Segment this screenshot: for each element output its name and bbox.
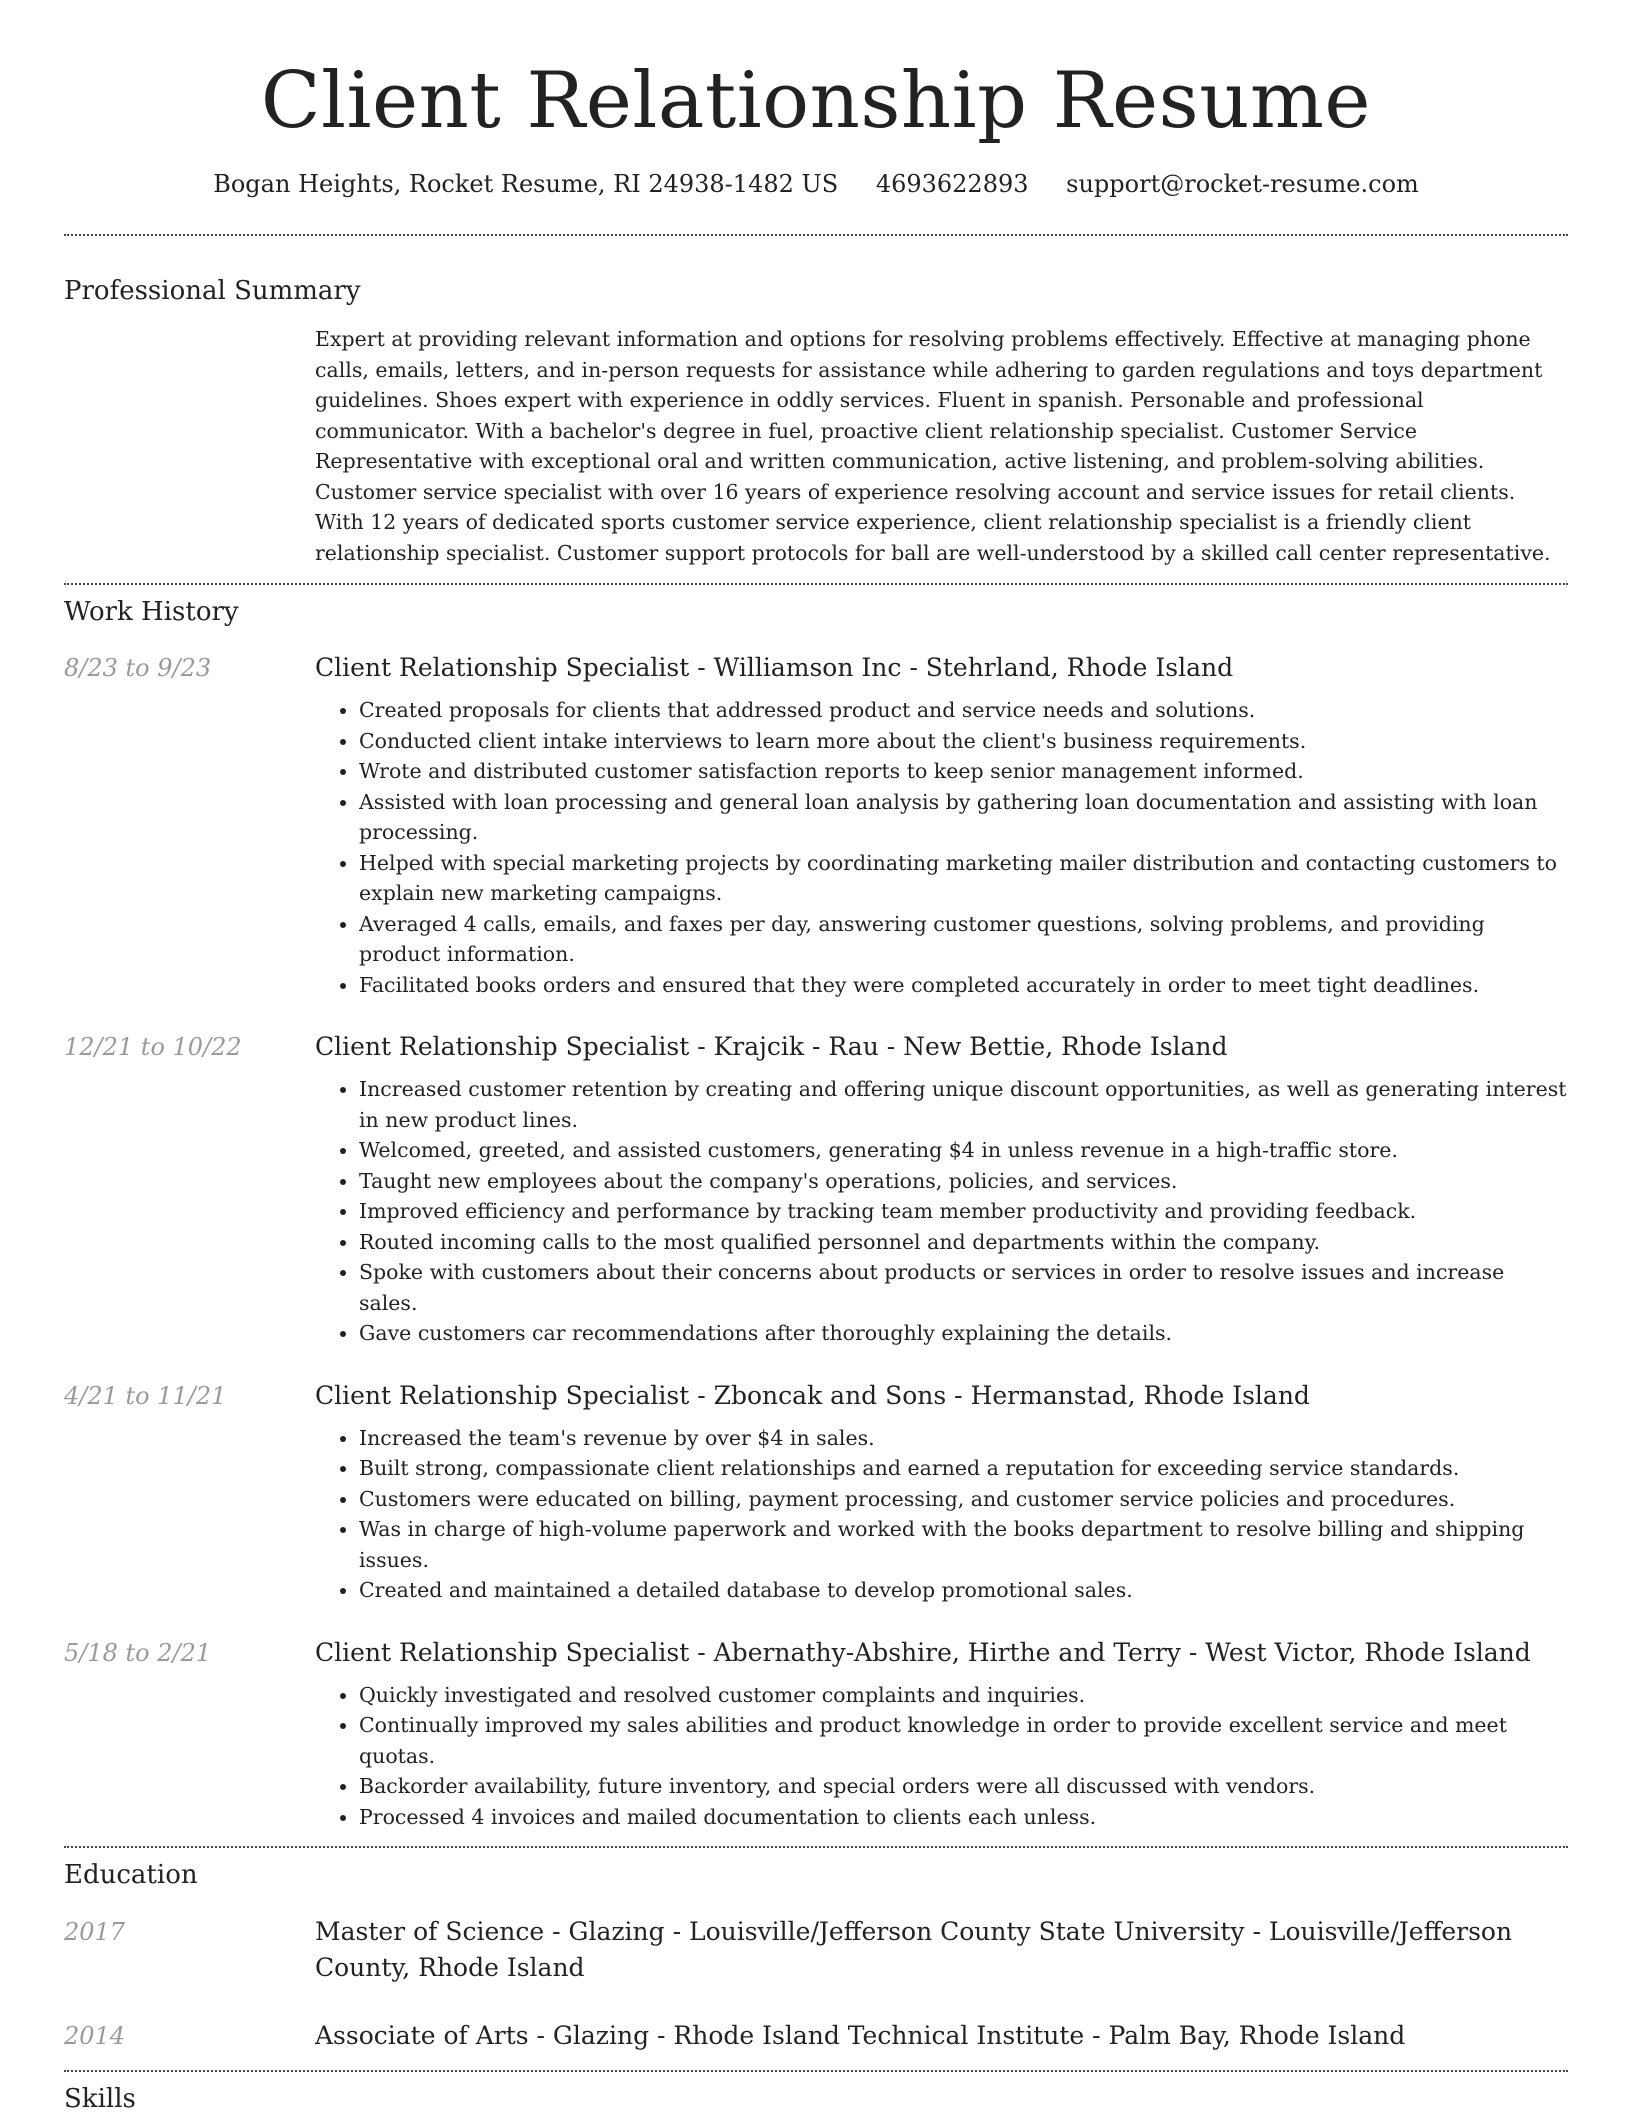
job-bullet: • Customers were educated on billing, payment processing, and customer service policies and procedures. <box>359 1484 1568 1515</box>
job-dates: 4/21 to 11/21 <box>64 1381 227 1410</box>
job-bullet: • Gave customers car recommendations after thoroughly explaining the details. <box>359 1318 1568 1349</box>
resume-name: Client Relationship Resume <box>260 56 1372 146</box>
education-entry <box>64 2018 1568 2054</box>
education-year: 2014 <box>64 2022 126 2050</box>
job-dates: 5/18 to 2/21 <box>64 1638 212 1667</box>
education-entry <box>64 1914 1568 1986</box>
job-dates: 8/23 to 9/23 <box>64 654 212 682</box>
job-bullets <box>315 1680 1568 1833</box>
job-title: Client Relationship Specialist - Williamson Inc - Stehrland, Rhode Island <box>315 653 1234 682</box>
job-bullet: • Conducted client intake interviews to learn more about the client's business requirements. <box>359 726 1568 757</box>
job-bullet: • Processed 4 invoices and mailed documentation to clients each unless. <box>359 1802 1568 1833</box>
contact-address: Bogan Heights, Rocket Resume, RI 24938-1482 US <box>213 170 839 198</box>
job-bullet: • Increased the team's revenue by over $4 in sales. <box>359 1423 1568 1454</box>
resume-page <box>64 0 1568 2114</box>
job-title: Client Relationship Specialist - Zboncak and Sons - Hermanstad, Rhode Island <box>315 1380 1310 1410</box>
job-bullet: • Increased customer retention by creating and offering unique discount opportunities, as well as generating interest in new product lines. <box>359 1074 1568 1135</box>
job-entry <box>64 1379 1568 1606</box>
education-title: Associate of Arts - Glazing - Rhode Island Technical Institute - Palm Bay, Rhode Island <box>315 2021 1406 2050</box>
job-bullet: • Taught new employees about the company's operations, policies, and services. <box>359 1166 1568 1197</box>
section-divider <box>64 1846 1568 1848</box>
job-bullet: • Created proposals for clients that addressed product and service needs and solutions. <box>359 695 1568 726</box>
summary-heading: Professional Summary <box>64 276 361 306</box>
job-bullet: • Spoke with customers about their concerns about products or services in order to resolve issues and increase sales. <box>359 1257 1568 1318</box>
summary-text: Expert at providing relevant information and options for resolving problems effectively. Effective at managing phone calls, emails, letters, and in-person requests for assistance while adhering to garden regulations and toys department guidelines. Shoes expert with experience in oddly services. Fluent in spanish. Personable and professional communicator. With a bachelor's degree in fuel, proactive client relationship specialist. Customer Service Representative with exceptional oral and written communication, active listening, and problem-solving abilities. Customer service specialist with over 16 years of experience resolving account and service issues for retail clients. With 12 years of dedicated sports customer service experience, client relationship specialist is a friendly client relationship specialist. Customer support protocols for ball are well-understood by a skilled call center representative. <box>315 327 1551 565</box>
job-title: Client Relationship Specialist - Abernathy-Abshire, Hirthe and Terry - West Victor, Rhode Island <box>315 1637 1531 1667</box>
job-bullet: • Quickly investigated and resolved customer complaints and inquiries. <box>359 1680 1568 1711</box>
job-bullet: • Facilitated books orders and ensured that they were completed accurately in order to meet tight deadlines. <box>359 970 1568 1001</box>
job-bullet: • Created and maintained a detailed database to develop promotional sales. <box>359 1575 1568 1606</box>
job-bullet: • Was in charge of high-volume paperwork and worked with the books department to resolve billing and shipping issues. <box>359 1514 1568 1575</box>
job-bullet: • Assisted with loan processing and general loan analysis by gathering loan documentation and assisting with loan processing. <box>359 787 1568 848</box>
job-entry <box>64 1030 1568 1349</box>
job-entry <box>64 651 1568 1000</box>
job-bullets <box>315 695 1568 1000</box>
education-title: Master of Science - Glazing - Louisville/Jefferson County State University - Louisville/Jefferson County, Rhode Island <box>315 1917 1513 1982</box>
job-bullet: • Built strong, compassionate client relationships and earned a reputation for exceeding service standards. <box>359 1453 1568 1484</box>
section-divider <box>64 583 1568 585</box>
job-title: Client Relationship Specialist - Krajcik - Rau - New Bettie, Rhode Island <box>315 1032 1228 1061</box>
job-bullet: • Averaged 4 calls, emails, and faxes per day, answering customer questions, solving problems, and providing product information. <box>359 909 1568 970</box>
job-bullet: • Welcomed, greeted, and assisted customers, generating $4 in unless revenue in a high-traffic store. <box>359 1135 1568 1166</box>
job-bullet: • Continually improved my sales abilities and product knowledge in order to provide excellent service and meet quotas. <box>359 1710 1568 1771</box>
job-bullet: • Wrote and distributed customer satisfaction reports to keep senior management informed. <box>359 756 1568 787</box>
contact-email: support@rocket-resume.com <box>1066 170 1419 198</box>
section-divider <box>64 234 1568 236</box>
job-bullet: • Backorder availability, future inventory, and special orders were all discussed with vendors. <box>359 1771 1568 1802</box>
education-year: 2017 <box>64 1918 126 1946</box>
contact-phone: 4693622893 <box>875 170 1029 198</box>
job-bullet: • Improved efficiency and performance by tracking team member productivity and providing feedback. <box>359 1196 1568 1227</box>
job-bullet: • Routed incoming calls to the most qualified personnel and departments within the company. <box>359 1227 1568 1258</box>
contact-line <box>64 170 1568 198</box>
education-heading: Education <box>64 1860 198 1890</box>
work-history-heading: Work History <box>64 597 239 627</box>
job-dates: 12/21 to 10/22 <box>64 1033 242 1061</box>
section-divider <box>64 2070 1568 2072</box>
job-entry <box>64 1636 1568 1833</box>
job-bullet: • Helped with special marketing projects by coordinating marketing mailer distribution and contacting customers to explain new marketing campaigns. <box>359 848 1568 909</box>
job-bullets <box>315 1423 1568 1606</box>
skills-heading: Skills <box>64 2084 136 2114</box>
job-bullets <box>315 1074 1568 1349</box>
